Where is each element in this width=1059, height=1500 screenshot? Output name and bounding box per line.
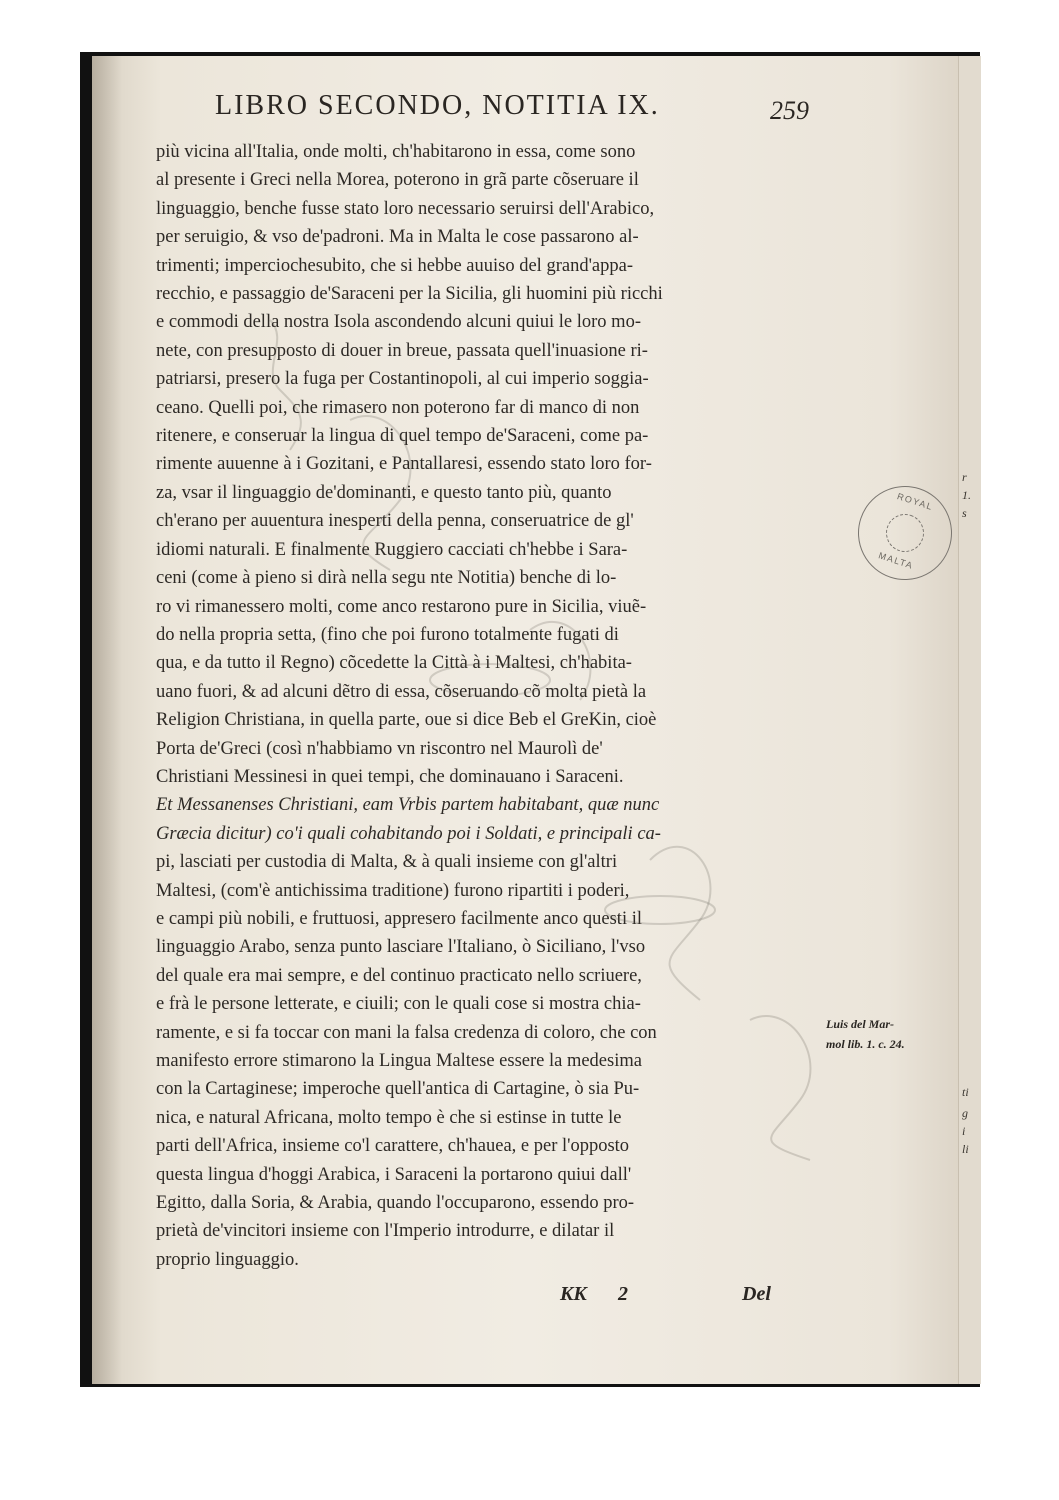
text-line: del quale era mai sempre, e del continuo practicato nello scriuere, bbox=[156, 965, 642, 986]
text-line: pi, lasciati per custodia di Malta, & à quali insieme con gl'altri bbox=[156, 852, 618, 873]
signature-number: 2 bbox=[618, 1283, 628, 1305]
text-line: nica, e natural Africana, molto tempo è che si estinse in tutte le bbox=[156, 1107, 622, 1128]
edge-mark: li bbox=[962, 1142, 969, 1156]
text-line: uano fuori, & ad alcuni dẽtro di essa, cõseruando cõ molta pietà la bbox=[156, 681, 647, 702]
text-line: ro vi rimanessero molti, come anco restarono pure in Sicilia, viuẽ- bbox=[156, 596, 647, 617]
text-line: e frà le persone letterate, e ciuili; con le quali cose si mostra chia- bbox=[156, 994, 641, 1015]
text-line: questa lingua d'hoggi Arabica, i Saraceni la portarono quiui dall' bbox=[156, 1164, 632, 1185]
text-line: con la Cartaginese; imperoche quell'antica di Cartagine, ò sia Pu- bbox=[156, 1079, 640, 1100]
edge-mark: ti bbox=[962, 1085, 969, 1099]
stamp-bottom-text: MALTA bbox=[877, 550, 915, 571]
text-line: e campi più nobili, e fruttuosi, appresero facilmente anco questi il bbox=[156, 908, 642, 929]
text-line: trimenti; imperciochesubito, che si hebbe auuiso del grand'appa- bbox=[156, 255, 633, 276]
text-line: idiomi naturali. E finalmente Ruggiero cacciati ch'hebbe i Sara- bbox=[156, 539, 628, 560]
text-line: nete, con presupposto di douer in breue, passata quell'inuasione ri- bbox=[156, 340, 648, 361]
text-line: ceni (come à pieno si dirà nella segu nte Notitia) benche di lo- bbox=[156, 568, 617, 589]
text-line: Religion Christiana, in quella parte, oue si dice Beb el GreKin, cioè bbox=[156, 710, 657, 731]
marginal-note bbox=[826, 1014, 946, 1054]
text-line: Egitto, dalla Soria, & Arabia, quando l'occuparono, essendo pro- bbox=[156, 1193, 635, 1214]
text-line: do nella propria setta, (fino che poi furono totalmente fugati di bbox=[156, 624, 619, 645]
text-line: parti dell'Africa, insieme co'l carattere, ch'hauea, e per l'opposto bbox=[156, 1136, 630, 1157]
show-through-bleed bbox=[160, 1262, 720, 1282]
text-line: proprio linguaggio. bbox=[156, 1249, 299, 1270]
page-number: 259 bbox=[770, 96, 809, 125]
text-line: al presente i Greci nella Morea, poterono in grã parte cõseruare il bbox=[156, 170, 639, 191]
running-head: LIBRO SECONDO, NOTITIA IX. bbox=[215, 90, 660, 121]
body-text bbox=[156, 138, 816, 1274]
text-line: Et Messanenses Christiani, eam Vrbis partem habitabant, quæ nunc bbox=[156, 795, 660, 816]
text-line: Maltesi, (com'è antichissima traditione) furono ripartiti i poderi, bbox=[156, 880, 630, 901]
adjacent-page-edge bbox=[958, 56, 981, 1384]
text-line: e commodi della nostra Isola ascondendo alcuni quiui le loro mo- bbox=[156, 312, 641, 333]
text-line: Græcia dicitur) co'i quali cohabitando poi i Soldati, e principali ca- bbox=[156, 823, 661, 844]
text-line: linguaggio, benche fusse stato loro necessario seruirsi dell'Arabico, bbox=[156, 198, 655, 219]
text-line: qua, e da tutto il Regno) cõcedette la Città à i Maltesi, ch'habita- bbox=[156, 653, 632, 674]
text-line: recchio, e passaggio de'Saraceni per la Sicilia, gli huomini più ricchi bbox=[156, 284, 663, 305]
text-line: ch'erano per auuentura inesperti della penna, conseruatrice de gl' bbox=[156, 511, 634, 532]
text-line: ritenere, e conseruar la lingua di quel tempo de'Saraceni, come pa- bbox=[156, 426, 649, 447]
edge-mark: 1. bbox=[962, 488, 971, 502]
catchword: Del bbox=[742, 1283, 771, 1305]
edge-mark: g bbox=[962, 1106, 968, 1120]
text-line: Christiani Messinesi in quei tempi, che dominauano i Saraceni. bbox=[156, 766, 624, 787]
signature-mark: KK bbox=[560, 1283, 587, 1305]
edge-mark: s bbox=[962, 506, 967, 520]
marginal-note-line: mol lib. 1. c. 24. bbox=[826, 1037, 905, 1051]
text-line: per seruigio, & vso de'padroni. Ma in Malta le cose passarono al- bbox=[156, 227, 639, 248]
text-line: rimente auuenne à i Gozitani, e Pantallaresi, essendo stato loro for- bbox=[156, 454, 652, 475]
text-line: più vicina all'Italia, onde molti, ch'habitarono in essa, come sono bbox=[156, 142, 636, 162]
marginal-note-line: Luis del Mar- bbox=[826, 1017, 895, 1031]
text-line: ceano. Quelli poi, che rimasero non poterono far di manco di non bbox=[156, 397, 640, 418]
text-line: za, vsar il linguaggio de'dominanti, e questo tanto più, quanto bbox=[156, 482, 612, 503]
stamp-center bbox=[881, 509, 929, 557]
edge-mark: i bbox=[962, 1124, 966, 1138]
text-line: prietà de'vincitori insieme con l'Imperio introdurre, e dilatar il bbox=[156, 1221, 615, 1242]
text-line: ramente, e si fa toccar con mani la falsa credenza di coloro, che con bbox=[156, 1022, 657, 1043]
text-line: Porta de'Greci (così n'habbiamo vn riscontro nel Maurolì de' bbox=[156, 738, 603, 759]
text-line: linguaggio Arabo, senza punto lasciare l'Italiano, ò Siciliano, l'vso bbox=[156, 937, 646, 958]
text-line: manifesto errore stimarono la Lingua Maltese essere la medesima bbox=[156, 1051, 642, 1071]
text-line: patriarsi, presero la fuga per Costantinopoli, al cui imperio soggia- bbox=[156, 369, 649, 390]
stamp-top-text: ROYAL bbox=[895, 491, 935, 513]
edge-mark: r bbox=[962, 470, 967, 484]
